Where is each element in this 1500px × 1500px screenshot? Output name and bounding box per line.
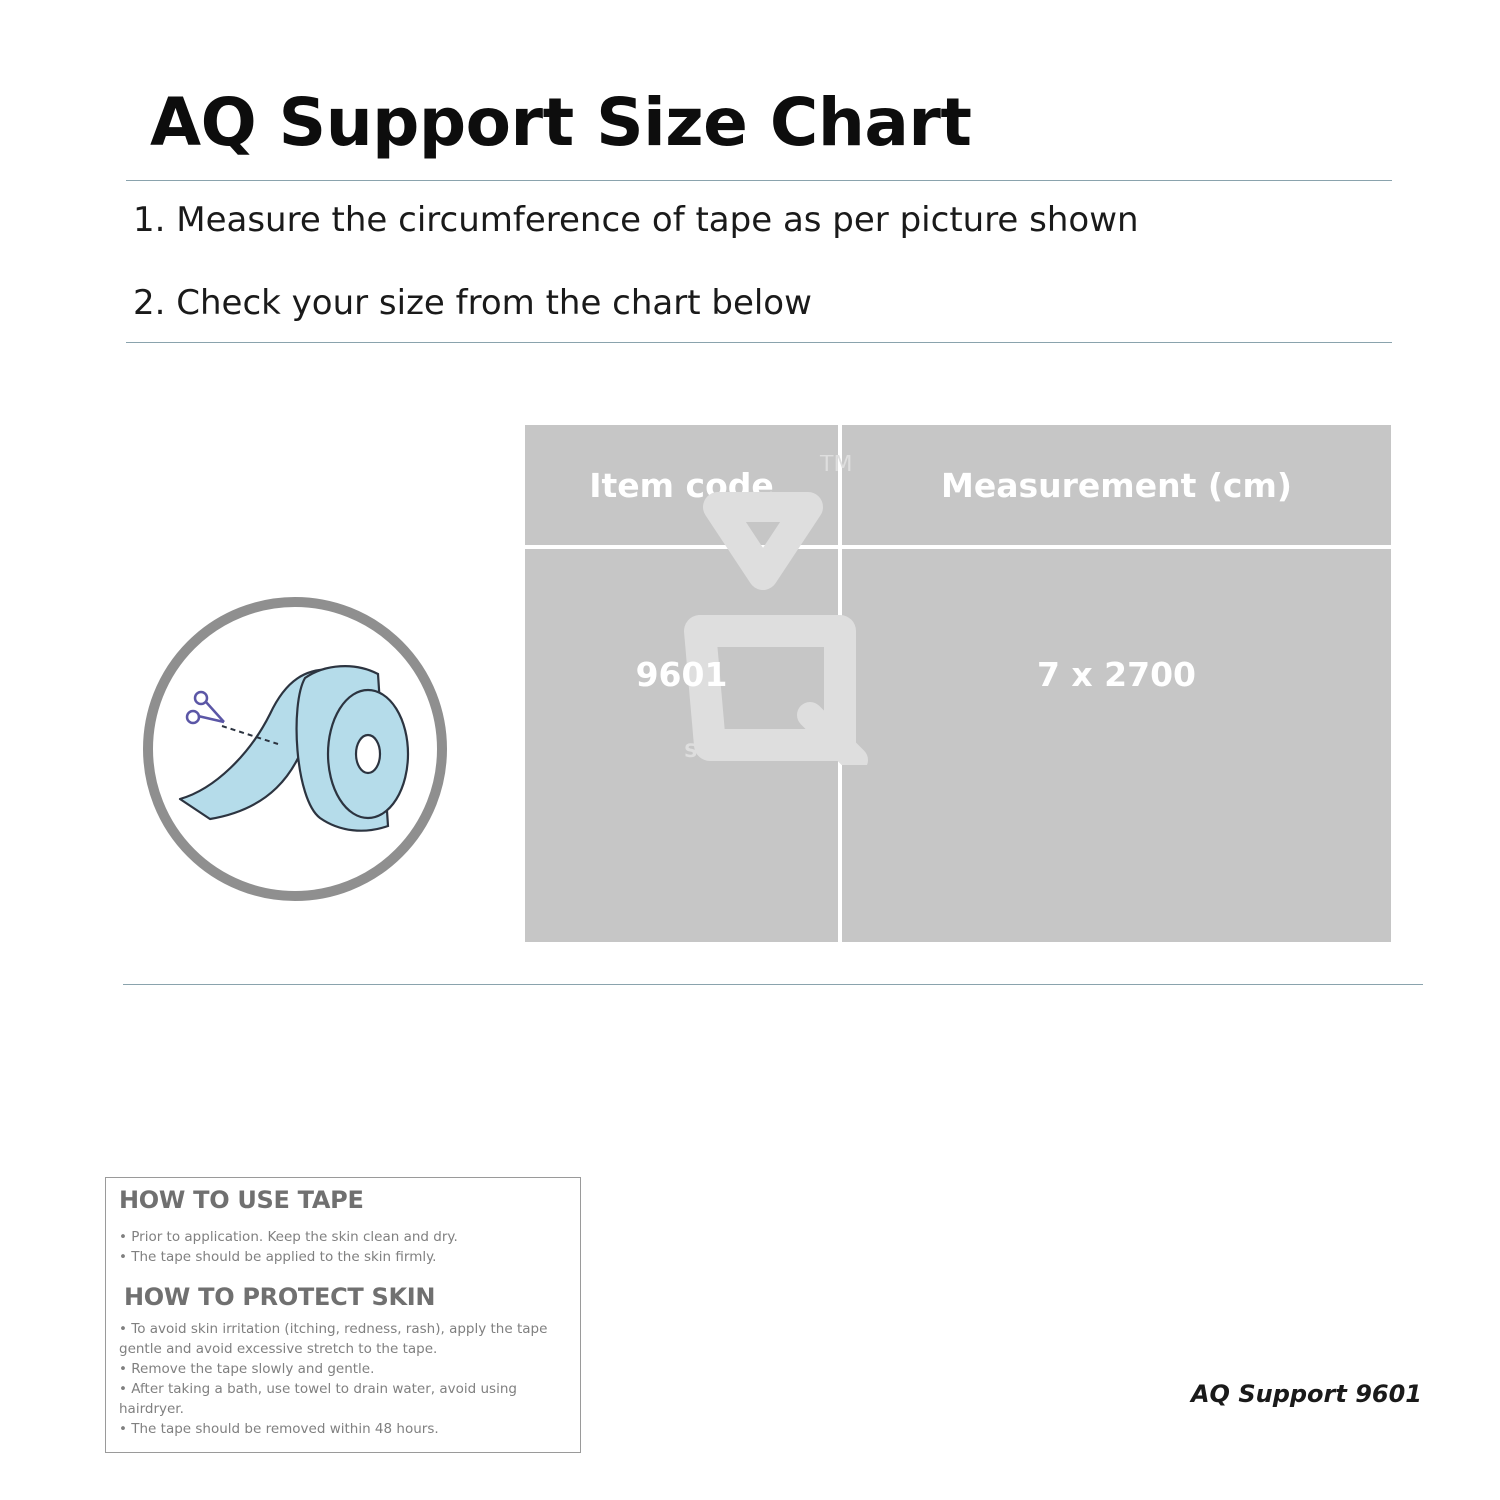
instruction-step-1: 1. Measure the circumference of tape as per picture shown [133,200,1139,240]
aq-logo-watermark [680,455,870,765]
item-code-value: 9601 [635,655,728,694]
instruction-step-2: 2. Check your size from the chart below [133,283,812,323]
divider [123,984,1423,985]
tape-instructions-box [105,1177,581,1453]
how-to-use-list [119,1227,566,1267]
tape-roll-icon [140,594,450,904]
svg-text:SUPPORT: SUPPORT [684,740,784,762]
list-item: • After taking a bath, use towel to drain water, avoid using hairdryer. [119,1381,517,1417]
svg-text:TM: TM [820,455,853,477]
divider [126,180,1392,181]
product-label: AQ Support 9601 [1190,1380,1422,1408]
divider [126,342,1392,343]
list-item: • The tape should be applied to the skin firmly. [119,1249,437,1265]
page-title: AQ Support Size Chart [150,84,972,161]
list-item: • Prior to application. Keep the skin clean and dry. [119,1229,458,1245]
list-item: • The tape should be removed within 48 hours. [119,1421,439,1437]
header-measurement: Measurement (cm) [842,425,1391,545]
how-to-protect-list [119,1319,566,1439]
measurement-value: 7 x 2700 [1036,655,1197,694]
how-to-protect-heading: HOW TO PROTECT SKIN [124,1283,436,1311]
cell-measurement [842,549,1391,942]
size-chart-table [525,425,1391,942]
header-item-code: Item code [525,425,838,545]
list-item: • Remove the tape slowly and gentle. [119,1361,375,1377]
list-item: • To avoid skin irritation (itching, redness, rash), apply the tape gentle and avoid excessive stretch to the tape. [119,1321,548,1357]
how-to-use-heading: HOW TO USE TAPE [119,1186,364,1214]
